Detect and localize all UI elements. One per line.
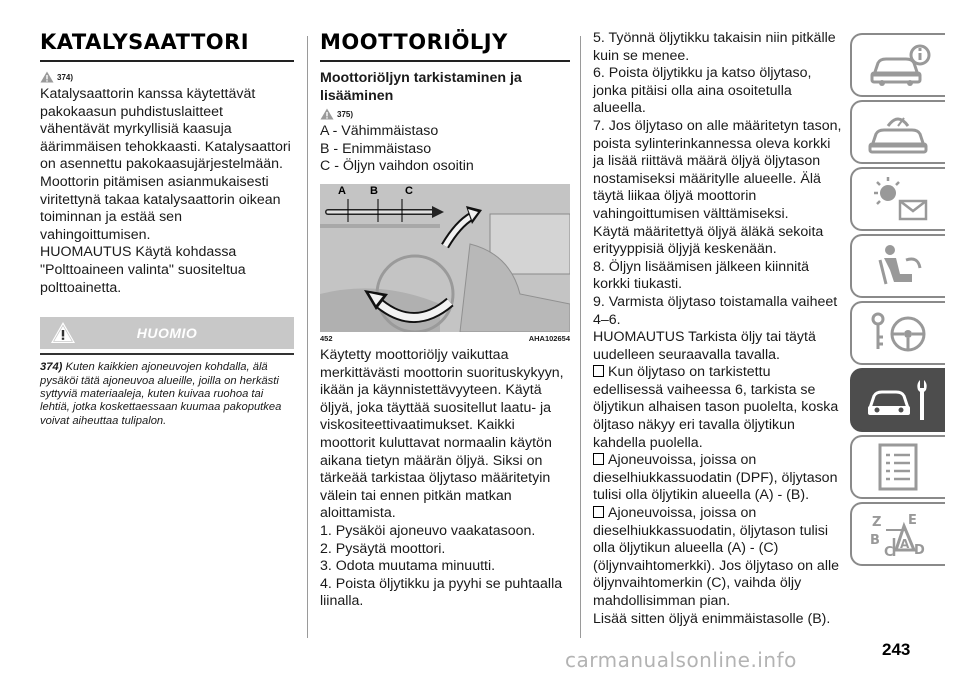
chapter-tabs [850, 33, 945, 569]
engine-oil-section [320, 30, 570, 611]
tab-dashboard[interactable] [850, 100, 945, 164]
warning-reference [40, 70, 294, 84]
figure-code: AHA102654 [528, 333, 570, 343]
step: 7. Jos öljytaso on alle määritetyn tason, poista sylinterinkannessa oleva korkki ja lisää riittävä määrä öljyä öljytason nostamiseksi määritylle alueelle. Älä täytä liikaa öljyä moottorin vahingoittumisen välttämiseksi. [593, 117, 842, 222]
step: 5. Työnnä öljytikku takaisin niin pitkälle kuin se menee. [593, 30, 836, 64]
column-divider [307, 36, 308, 638]
figure-number: 452 [320, 333, 333, 343]
seat-airbag-icon [866, 240, 932, 292]
reference-number: 374) [57, 72, 74, 82]
bullet-text: Ajoneuvoissa, joissa on dieselhiukkassuodatin (DPF), öljytason tulisi olla öljytikin alueella (A) - (B). [593, 452, 838, 504]
note-number: 374) [40, 361, 63, 374]
dipstick-figure [320, 184, 570, 332]
warning-triangle-icon [50, 321, 76, 344]
paragraph: Moottorin pitämisen asianmukaisesti viritettynä takaa katalysaattorin oikean toiminnan ja estää sen vahingoittumisen. [40, 173, 281, 243]
paragraph: Käytetty moottoriöljy vaikuttaa merkittävästi moottorin suorituskykyyn, ikään ja käynnistettävyyteen. Käytä öljyä, joka täyttää suositellut laatu- ja viskositeettivaatimukset. Kaikki moottorit kuluttavat normaalin käytön aikana tietyn määrän öljyä. Siksi on tärkeää tarkistaa öljytaso määritetyin välein tai ennen pitkän matkan aloittamista. [320, 346, 564, 522]
paragraph: Katalysaattorin kanssa käytettävät pakokaasun puhdistuslaitteet vähentävät myrkyllisiä kaasuja äärimmäisen tehokkaasti. Katalysaattori on asennettu pakokaasujärjestelmään. [40, 86, 291, 173]
legend-item: B - Enimmäistaso [320, 140, 432, 157]
svg-text:C: C [883, 545, 894, 560]
step: 8. Öljyn lisäämisen jälkeen kiinnitä korkki tiukasti. [593, 258, 810, 293]
svg-text:Z: Z [871, 515, 881, 530]
step: 6. Poista öljytikku ja katso öljytaso, jonka pitäisi olla aina osoitetulla alueella. [593, 65, 812, 117]
figure-caption [320, 334, 570, 343]
reference-number: 375) [337, 109, 354, 119]
step: 2. Pysäytä moottori. [320, 540, 446, 557]
note-text: Kuten kaikkien ajoneuvojen kohdalla, älä pysäköi tätä ajoneuvoa alueille, joilla on herkästi syttyviä materiaaleja, kuten kuivaa ruohoa tai lehtiä, jotka koskettaessaan kuumaa pakoputkea voivat aiheuttaa tulipalon. [40, 361, 282, 427]
alphabet-index-icon [866, 508, 932, 560]
caution-note [40, 361, 294, 428]
tab-starting-driving[interactable] [850, 301, 945, 365]
bullet-item [593, 452, 843, 505]
section-heading-engine-oil: MOOTTORIÖLJY [320, 30, 508, 54]
figure-label-a: A [338, 184, 346, 197]
tab-car-info[interactable] [850, 33, 945, 97]
paragraph: HUOMAUTUS Tarkista öljy tai täytä uudelleen seuraavalla tavalla. [593, 329, 816, 363]
warning-reference [320, 107, 570, 121]
section-heading-catalyst: KATALYSAATTORI [40, 30, 250, 54]
svg-text:B: B [869, 533, 880, 548]
car-wrench-icon [866, 374, 932, 426]
car-dashboard-icon [866, 106, 932, 158]
dipstick-illustration [320, 184, 570, 332]
key-steering-wheel-icon [866, 307, 932, 359]
paragraph: Käytä määritettyä öljyä äläkä sekoita erityyppisiä öljyjä keskenään. [593, 223, 824, 258]
step: 1. Pysäköi ajoneuvo vaakatasoon. [320, 522, 536, 539]
subheading: Moottoriöljyn tarkistaminen ja lisääminen [320, 70, 522, 104]
warning-triangle-icon [40, 71, 54, 83]
tab-maintenance[interactable] [850, 368, 945, 432]
square-bullet-icon [593, 365, 604, 377]
bullet-text: Ajoneuvoissa, joissa on dieselhiukkassuodatin, öljytason tulisi olla öljytikun alueella (A) - (C) (öljynvaihtomerkki). Jos öljytaso on alle öljynvaihtomerkin (C), vaihda öljy mahdollisimman pian. [593, 505, 840, 609]
step: 3. Odota muutama minuutti. [320, 558, 496, 575]
caution-box-header [40, 317, 294, 349]
heading-rule [320, 60, 570, 62]
tab-warning-lights[interactable] [850, 167, 945, 231]
legend-item: C - Öljyn vaihdon osoitin [320, 158, 474, 175]
legend-item: A - Vähimmäistaso [320, 123, 439, 140]
oil-steps-continued [593, 30, 843, 628]
paragraph: HUOMAUTUS Käytä kohdassa "Polttoaineen valinta" suositeltua polttoainetta. [40, 244, 246, 296]
step: 9. Varmista öljytaso toistamalla vaiheet 4–6. [593, 293, 838, 328]
warning-light-envelope-icon [866, 173, 932, 225]
column-divider [580, 36, 581, 638]
paragraph: Lisää sitten öljyä enimmäistasolle (B). [593, 610, 831, 627]
warning-triangle-icon [320, 108, 334, 120]
tab-safety[interactable] [850, 234, 945, 298]
svg-text:D: D [913, 543, 925, 558]
figure-label-c: C [405, 184, 413, 197]
figure-label-b: B [370, 184, 378, 197]
step: 4. Poista öljytikku ja pyyhi se puhtaalla liinalla. [320, 575, 563, 610]
heading-rule [40, 60, 294, 62]
catalyst-section [40, 30, 294, 428]
square-bullet-icon [593, 453, 604, 465]
square-bullet-icon [593, 506, 604, 518]
caution-title: HUOMIO [136, 325, 198, 342]
document-list-icon [866, 441, 932, 493]
watermark: carmanualsonline.info [565, 648, 797, 672]
tab-index[interactable] [850, 502, 945, 566]
svg-text:E: E [907, 513, 917, 528]
svg-text:A: A [899, 537, 909, 551]
page-number: 243 [882, 640, 911, 659]
bullet-item [593, 364, 843, 452]
bullet-item [593, 505, 843, 611]
tab-technical-data[interactable] [850, 435, 945, 499]
bullet-text: Kun öljytaso on tarkistettu edellisessä vaiheessa 6, tarkista se öljytikun alhaisen tason puolelta, koska öljtaso näkyy eri tavalla öljytikun kahdella puolella. [593, 364, 839, 451]
car-info-icon [866, 39, 932, 91]
caution-rule [40, 353, 294, 355]
